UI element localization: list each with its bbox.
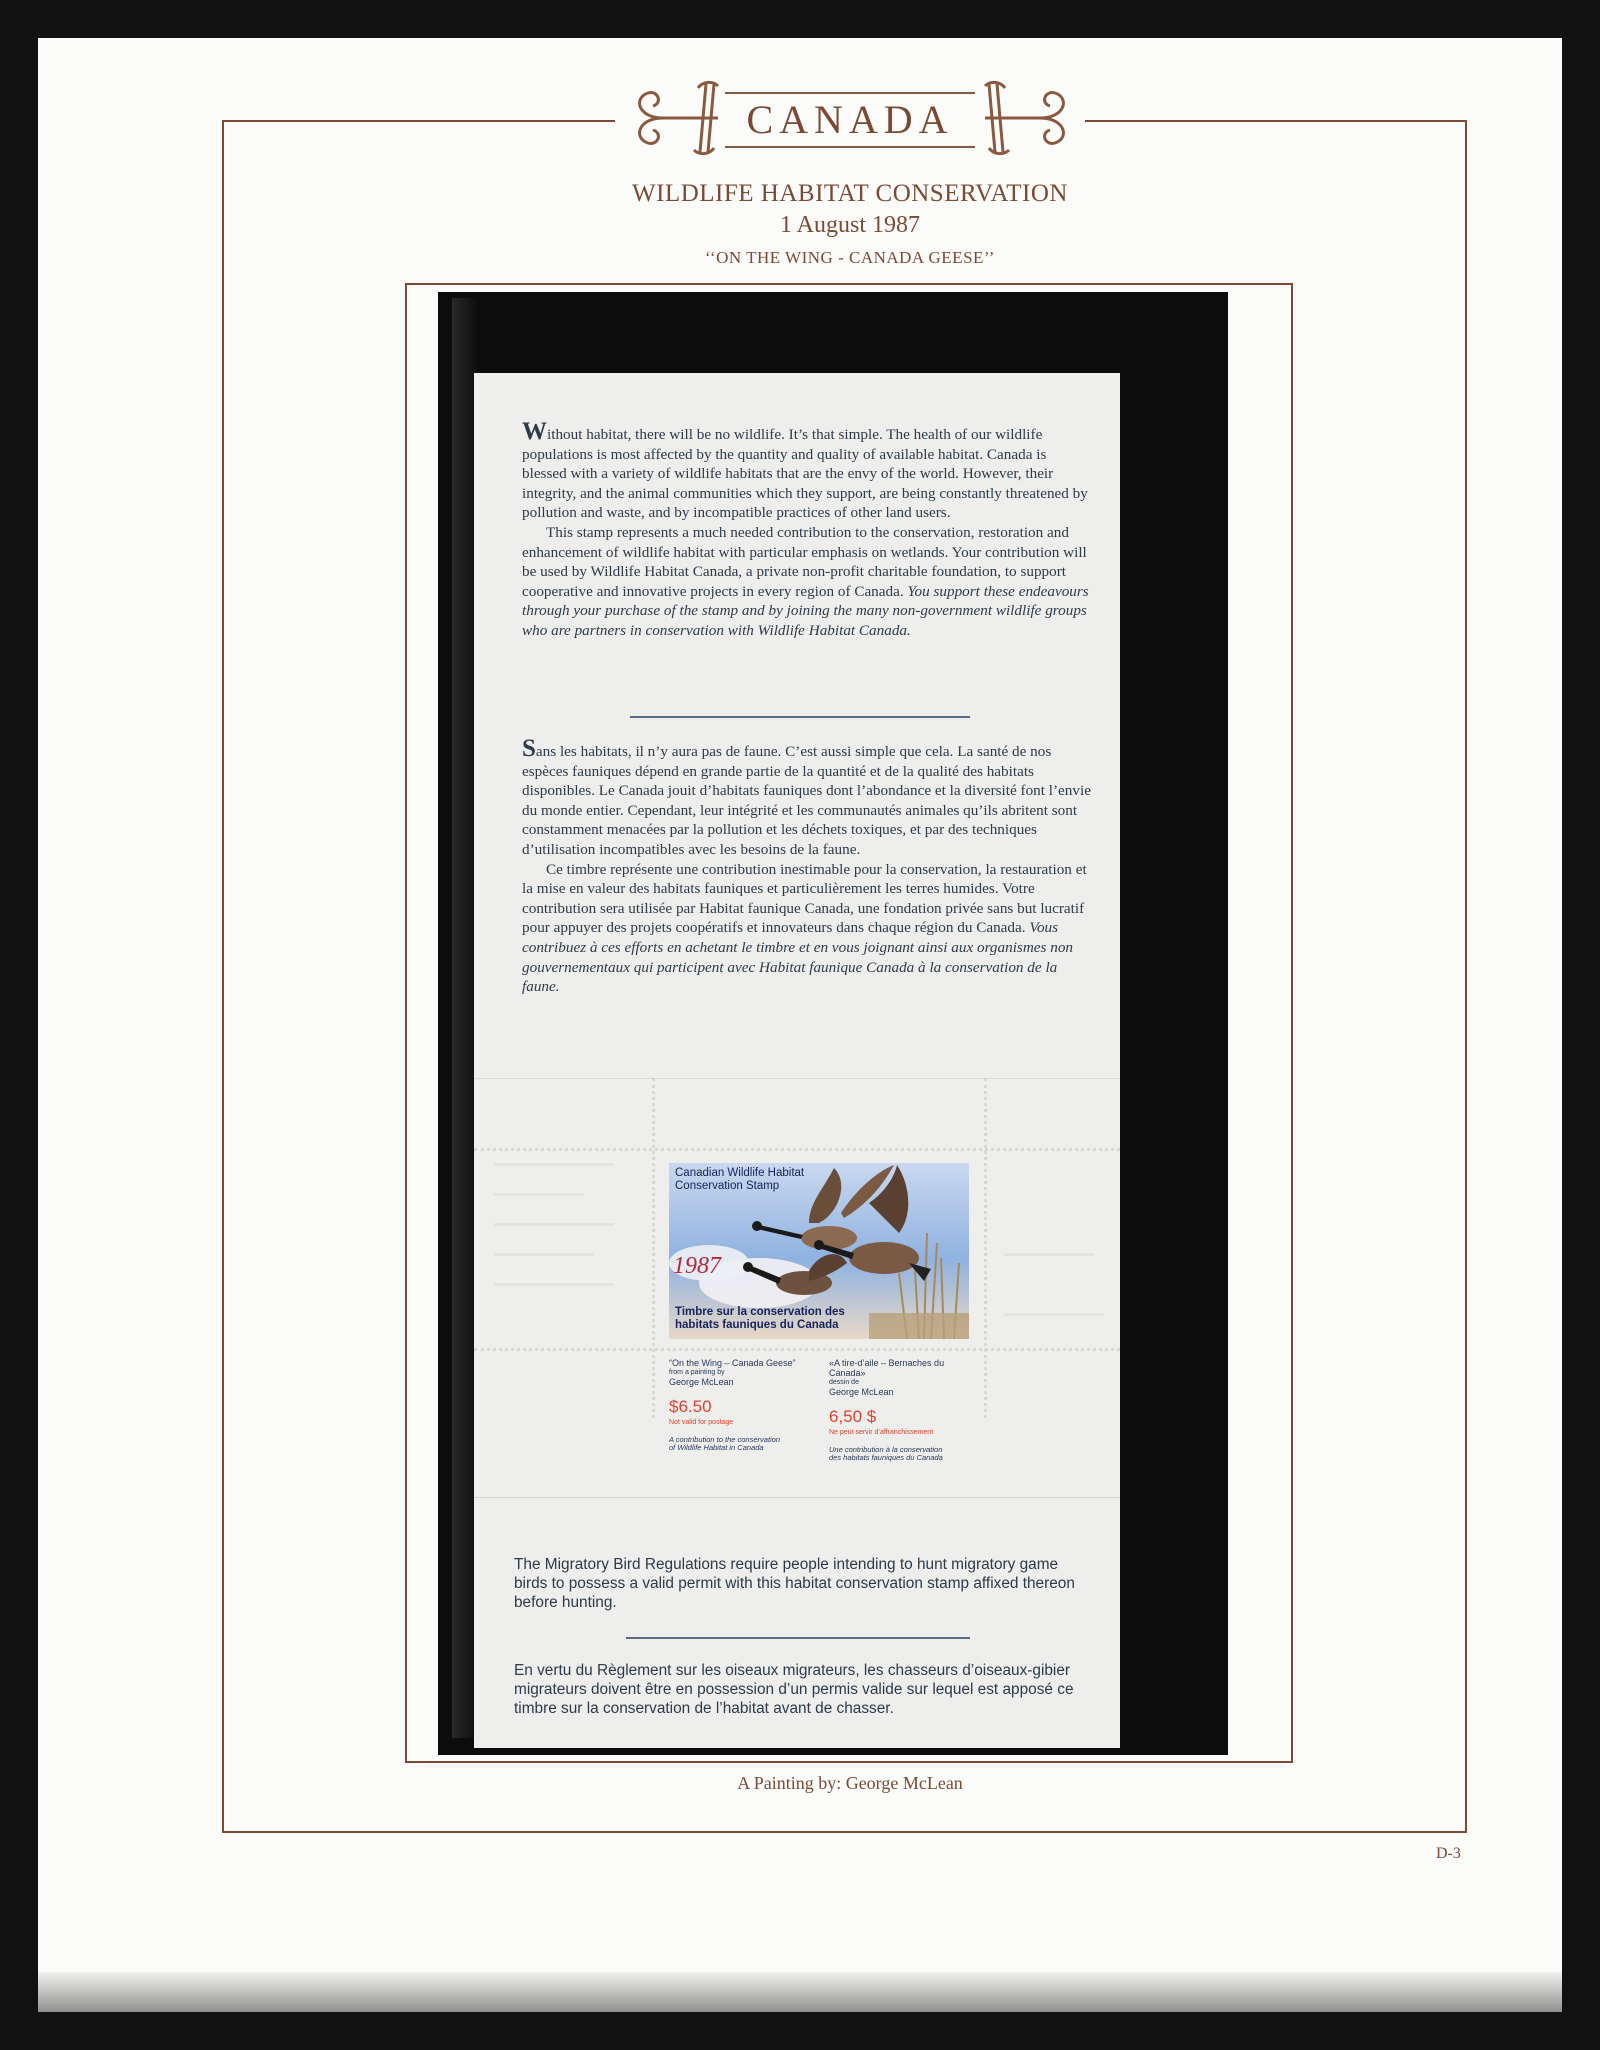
postage-notice: Ne peut servir d’affranchissement bbox=[829, 1429, 934, 1436]
regulation-english: The Migratory Bird Regulations require people intending to hunt migratory game birds to possess a valid permit with this habitat conservation stamp affixed thereon before hunting. bbox=[514, 1556, 1075, 1611]
contribution-note bbox=[829, 1446, 979, 1462]
left-flourish-ornament bbox=[628, 78, 728, 158]
contribution-line: of Wildlife Habitat in Canada bbox=[669, 1443, 764, 1452]
stamp-title-line: Timbre sur la conservation des bbox=[675, 1306, 845, 1318]
show-through-text bbox=[494, 1253, 594, 1256]
english-paragraph-2: This stamp represents a much needed contribution to the conservation, restoration and enhancement of wildlife habitat with particular emphasis on wetlands. Your contribution will be used by Wildlife Habitat Canada, a private non-profit charitable foundation, to support cooperative and innovative projects in every region of Canada. bbox=[522, 523, 1087, 600]
stamp-price: 6,50 $ bbox=[829, 1407, 877, 1426]
issue-heading: WILDLIFE HABITAT CONSERVATION bbox=[632, 180, 1068, 207]
painting-attribution: from a painting by bbox=[669, 1369, 725, 1376]
perforation-line bbox=[652, 1078, 655, 1418]
contribution-line: A contribution to the conservation bbox=[669, 1435, 781, 1444]
stamp-title-line: habitats fauniques du Canada bbox=[675, 1319, 839, 1331]
page-edge-shadow bbox=[38, 1972, 1562, 2012]
country-title: CANADA bbox=[725, 92, 975, 148]
right-flourish-ornament bbox=[975, 78, 1075, 158]
french-paragraph-1: ans les habitats, il n’y aura pas de faune. C’est aussi simple que cela. La santé de nos espèces fauniques dépend en grande partie de la quantité et de la qualité des habitats disponibles. Le Canada jouit d’habitats fauniques dont l’abondance et la diversité font l’envie du monde entier. Cependant, leur intégrité et les communautés animales qu’ils abritent sont constamment menacées par la pollution et les déchets toxiques, et par des techniques d’utilisation incompatibles avec les besoins de la faune. bbox=[522, 743, 1091, 858]
issue-date: 1 August 1987 bbox=[779, 212, 920, 238]
postage-notice: Not valid for postage bbox=[669, 1419, 734, 1426]
stamp-title-line: Canadian Wildlife Habitat bbox=[675, 1167, 805, 1179]
divider-rule bbox=[626, 1637, 970, 1639]
show-through-text bbox=[494, 1163, 614, 1166]
stamp-title-fr bbox=[675, 1306, 845, 1332]
french-text-block bbox=[522, 735, 1094, 997]
english-paragraph-2-italic: You support these endeavours through your purchase of the stamp and by joining the many non-government wildlife groups who are partners in conservation with Wildlife Habitat Canada. bbox=[522, 582, 1089, 639]
show-through-text bbox=[1004, 1313, 1104, 1316]
painting-credit: A Painting by: George McLean bbox=[737, 1773, 963, 1793]
regulation-french: En vertu du Règlement sur les oiseaux migrateurs, les chasseurs d’oiseaux-gibier migrateurs doivent être en possession d’un permis valide sur lequel est apposé ce timbre sur la conservation de l’habitat avant de chasser. bbox=[514, 1662, 1074, 1717]
painting-title: «A tire-d’aile – Bernaches du Canada» bbox=[829, 1358, 945, 1378]
stamp-booklet bbox=[474, 373, 1120, 1748]
french-paragraph-2: Ce timbre représente une contribution inestimable pour la conservation, la restauration et la mise en valeur des habitats fauniques et particulièrement les terres humides. Votre contribution sera utilisée par Habitat faunique Canada, une fondation privée sans but lucratif pour appuyer des projets coopératifs et innovateurs dans chaque région du Canada. bbox=[522, 860, 1087, 937]
perforation-line bbox=[474, 1348, 1120, 1351]
show-through-text bbox=[494, 1283, 614, 1286]
english-paragraph-1: ithout habitat, there will be no wildlife. It’s that simple. The health of our wildlife populations is most affected by the quantity and quality of available habitat. Canada is blessed with a variety of wildlife habitats that are the envy of the world. However, their integrity, and the animal communities which they support, are being constantly threatened by pollution and waste, and by incompatible practices of other land users. bbox=[522, 426, 1088, 522]
painting-attribution: dessin de bbox=[829, 1379, 859, 1386]
drop-cap: W bbox=[522, 418, 547, 445]
stamp-title-en bbox=[675, 1167, 804, 1193]
contribution-note bbox=[669, 1436, 819, 1452]
stamp-price: $6.50 bbox=[669, 1397, 712, 1416]
contribution-line: des habitats fauniques du Canada bbox=[829, 1453, 943, 1462]
divider-rule bbox=[630, 716, 970, 718]
habitat-conservation-stamp bbox=[669, 1163, 969, 1339]
show-through-text bbox=[494, 1223, 614, 1226]
stamp-title-line: Conservation Stamp bbox=[675, 1180, 780, 1192]
artist-name: George McLean bbox=[829, 1387, 894, 1397]
artist-name: George McLean bbox=[669, 1377, 734, 1387]
painting-title: “On the Wing – Canada Geese” bbox=[669, 1358, 796, 1368]
page-number: D-3 bbox=[1436, 1845, 1461, 1862]
french-paragraph-2-italic: Vous contribuez à ces efforts en achetant le timbre et en vous joignant ainsi aux organismes non gouvernementaux qui participent avec Habitat faunique Canada à la conservation de la faune. bbox=[522, 919, 1074, 996]
perforation-line bbox=[984, 1078, 987, 1418]
perforation-line bbox=[474, 1148, 1120, 1151]
show-through-text bbox=[494, 1193, 584, 1196]
show-through-text bbox=[1004, 1253, 1094, 1256]
drop-cap: S bbox=[522, 735, 536, 762]
issue-name: ‘‘ON THE WING - CANADA GEESE’’ bbox=[705, 248, 995, 267]
stamp-label-french bbox=[829, 1358, 979, 1462]
contribution-line: Une contribution à la conservation bbox=[829, 1445, 943, 1454]
stamp-label-english bbox=[669, 1358, 819, 1452]
stamp-year: 1987 bbox=[673, 1253, 721, 1279]
english-text-block bbox=[522, 418, 1094, 641]
